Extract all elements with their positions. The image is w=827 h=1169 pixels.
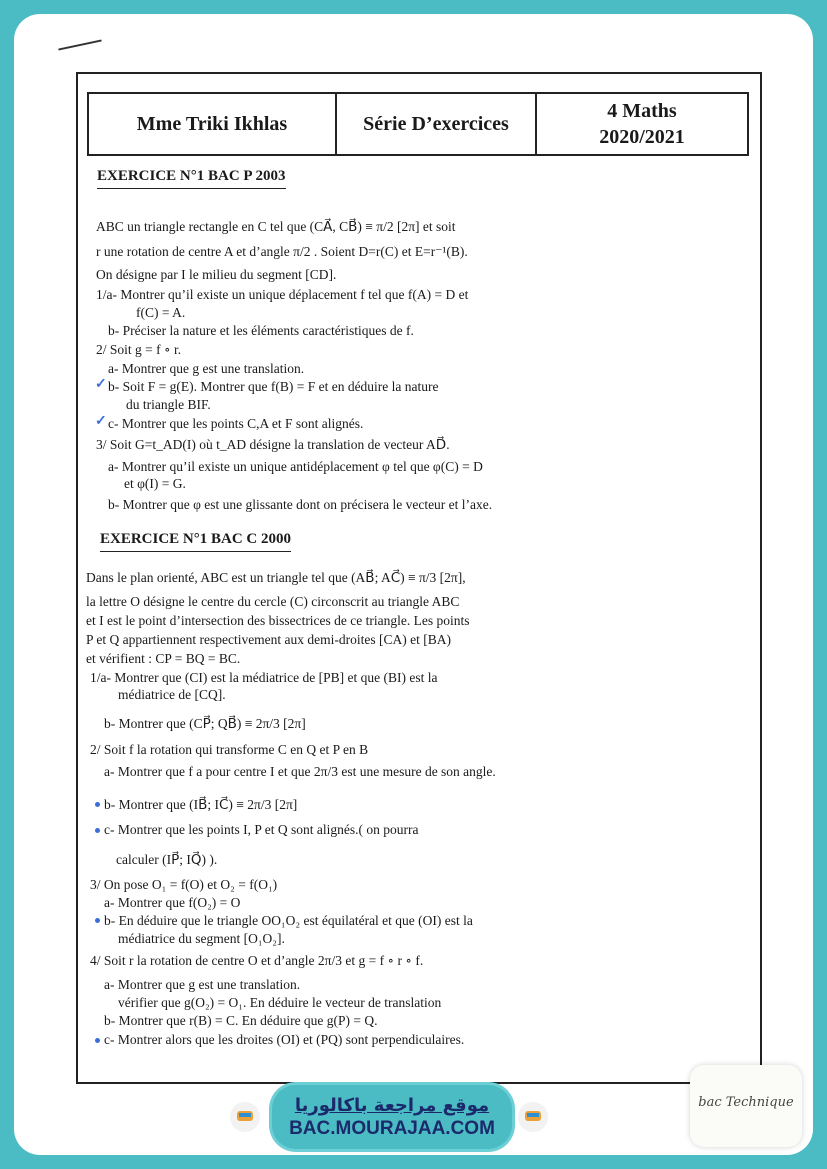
ex1-line: a- Montrer que g est une translation.	[108, 361, 305, 376]
check-mark-icon: ✓	[95, 377, 107, 392]
exercise-2-title: EXERCICE N°1 BAC C 2000	[100, 531, 291, 552]
ex2-line: b- Montrer que r(B) = C. En déduire que g(P) = Q.	[104, 1013, 378, 1028]
ex2-line: a- Montrer que f a pour centre I et que 2π/3 est une mesure de son angle.	[104, 764, 496, 779]
ex2-line: b- En déduire que le triangle OO₁O₂ est équilatéral et que (OI) est la	[104, 913, 473, 928]
check-mark-icon: ✓	[95, 414, 107, 429]
ex2-line: et I est le point d’intersection des bissectrices de ce triangle. Les points	[86, 613, 470, 628]
ex2-line: 2/ Soit f la rotation qui transforme C en Q et P en B	[90, 742, 369, 757]
ex1-line: et φ(I) = G.	[124, 476, 186, 491]
site-url[interactable]: BAC.MOURAJAA.COM	[289, 1118, 495, 1139]
ex2-line: vérifier que g(O₂) = O₁. En déduire le vecteur de translation	[118, 995, 442, 1010]
site-banner[interactable]	[272, 1085, 512, 1149]
bac-technique-stamp	[690, 1065, 802, 1147]
series-title: Série D’exercices	[337, 94, 537, 154]
page-frame	[14, 14, 813, 1155]
class-year	[537, 94, 747, 154]
ex2-line: calculer (IP⃗; IQ⃗) ).	[116, 852, 218, 867]
ex2-line: médiatrice du segment [O₁O₂].	[118, 931, 285, 946]
ex2-line: a- Montrer que g est une translation.	[104, 977, 301, 992]
scanned-page	[14, 14, 813, 1155]
ex1-line: b- Préciser la nature et les éléments caractéristiques de f.	[108, 323, 414, 338]
ex1-line: du triangle BIF.	[126, 397, 211, 412]
class-level: 4 Maths	[607, 100, 677, 122]
ex1-line: b- Soit F = g(E). Montrer que f(B) = F et en déduire la nature	[108, 379, 439, 394]
site-logo-icon	[230, 1102, 260, 1132]
ex2-line: b- Montrer que (IB⃗; IC⃗) ≡ 2π/3 [2π]	[104, 797, 298, 812]
ex2-line: 1/a- Montrer que (CI) est la médiatrice de [PB] et que (BI) est la	[90, 670, 438, 685]
school-year: 2020/2021	[599, 126, 685, 148]
stamp-text: bac Technique	[698, 1095, 794, 1110]
ex2-line: médiatrice de [CQ].	[118, 687, 226, 702]
ex2-line: 4/ Soit r la rotation de centre O et d’angle 2π/3 et g = f ∘ r ∘ f.	[90, 953, 424, 968]
teacher-name: Mme Triki Ikhlas	[89, 94, 337, 154]
ex1-line: 3/ Soit G=t_AD(I) où t_AD désigne la translation de vecteur AD⃗.	[96, 437, 450, 452]
bullet-mark	[95, 918, 100, 923]
header-table	[87, 92, 749, 156]
exercise-1-title: EXERCICE N°1 BAC P 2003	[97, 168, 286, 189]
ex1-line: c- Montrer que les points C,A et F sont alignés.	[108, 416, 364, 431]
ex2-line: c- Montrer que les points I, P et Q sont alignés.( on pourra	[104, 822, 419, 837]
ex2-line: la lettre O désigne le centre du cercle (C) circonscrit au triangle ABC	[86, 594, 460, 609]
bullet-mark	[95, 828, 100, 833]
bullet-mark	[95, 1038, 100, 1043]
ex2-line: a- Montrer que f(O₂) = O	[104, 895, 241, 910]
bullet-mark	[95, 802, 100, 807]
ex1-line: On désigne par I le milieu du segment [CD].	[96, 267, 337, 282]
ex2-line: P et Q appartiennent respectivement aux demi-droites [CA) et [BA)	[86, 632, 452, 647]
ex2-line: Dans le plan orienté, ABC est un triangle tel que (AB⃗; AC⃗) ≡ π/3 [2π],	[86, 570, 466, 585]
ex2-line: b- Montrer que (CP⃗; QB⃗) ≡ 2π/3 [2π]	[104, 716, 306, 731]
ex1-line: a- Montrer qu’il existe un unique antidéplacement φ tel que φ(C) = D	[108, 459, 483, 474]
ex2-line: c- Montrer alors que les droites (OI) et (PQ) sont perpendiculaires.	[104, 1032, 465, 1047]
ex1-line: r une rotation de centre A et d’angle π/2 . Soient D=r(C) et E=r⁻¹(B).	[96, 244, 468, 259]
site-name-arabic: موقع مراجعة باكالوريا	[294, 1095, 490, 1116]
pen-mark	[58, 39, 101, 50]
ex1-line: 2/ Soit g = f ∘ r.	[96, 342, 182, 357]
ex1-line: 1/a- Montrer qu’il existe un unique déplacement f tel que f(A) = D et	[96, 287, 469, 302]
ex1-line: f(C) = A.	[136, 305, 186, 320]
ex1-line: ABC un triangle rectangle en C tel que (CA⃗, CB⃗) ≡ π/2 [2π] et soit	[96, 219, 456, 234]
ex2-line: 3/ On pose O₁ = f(O) et O₂ = f(O₁)	[90, 877, 278, 892]
site-logo-icon	[518, 1102, 548, 1132]
ex1-line: b- Montrer que φ est une glissante dont on précisera le vecteur et l’axe.	[108, 497, 493, 512]
ex2-line: et vérifient : CP = BQ = BC.	[86, 651, 241, 666]
